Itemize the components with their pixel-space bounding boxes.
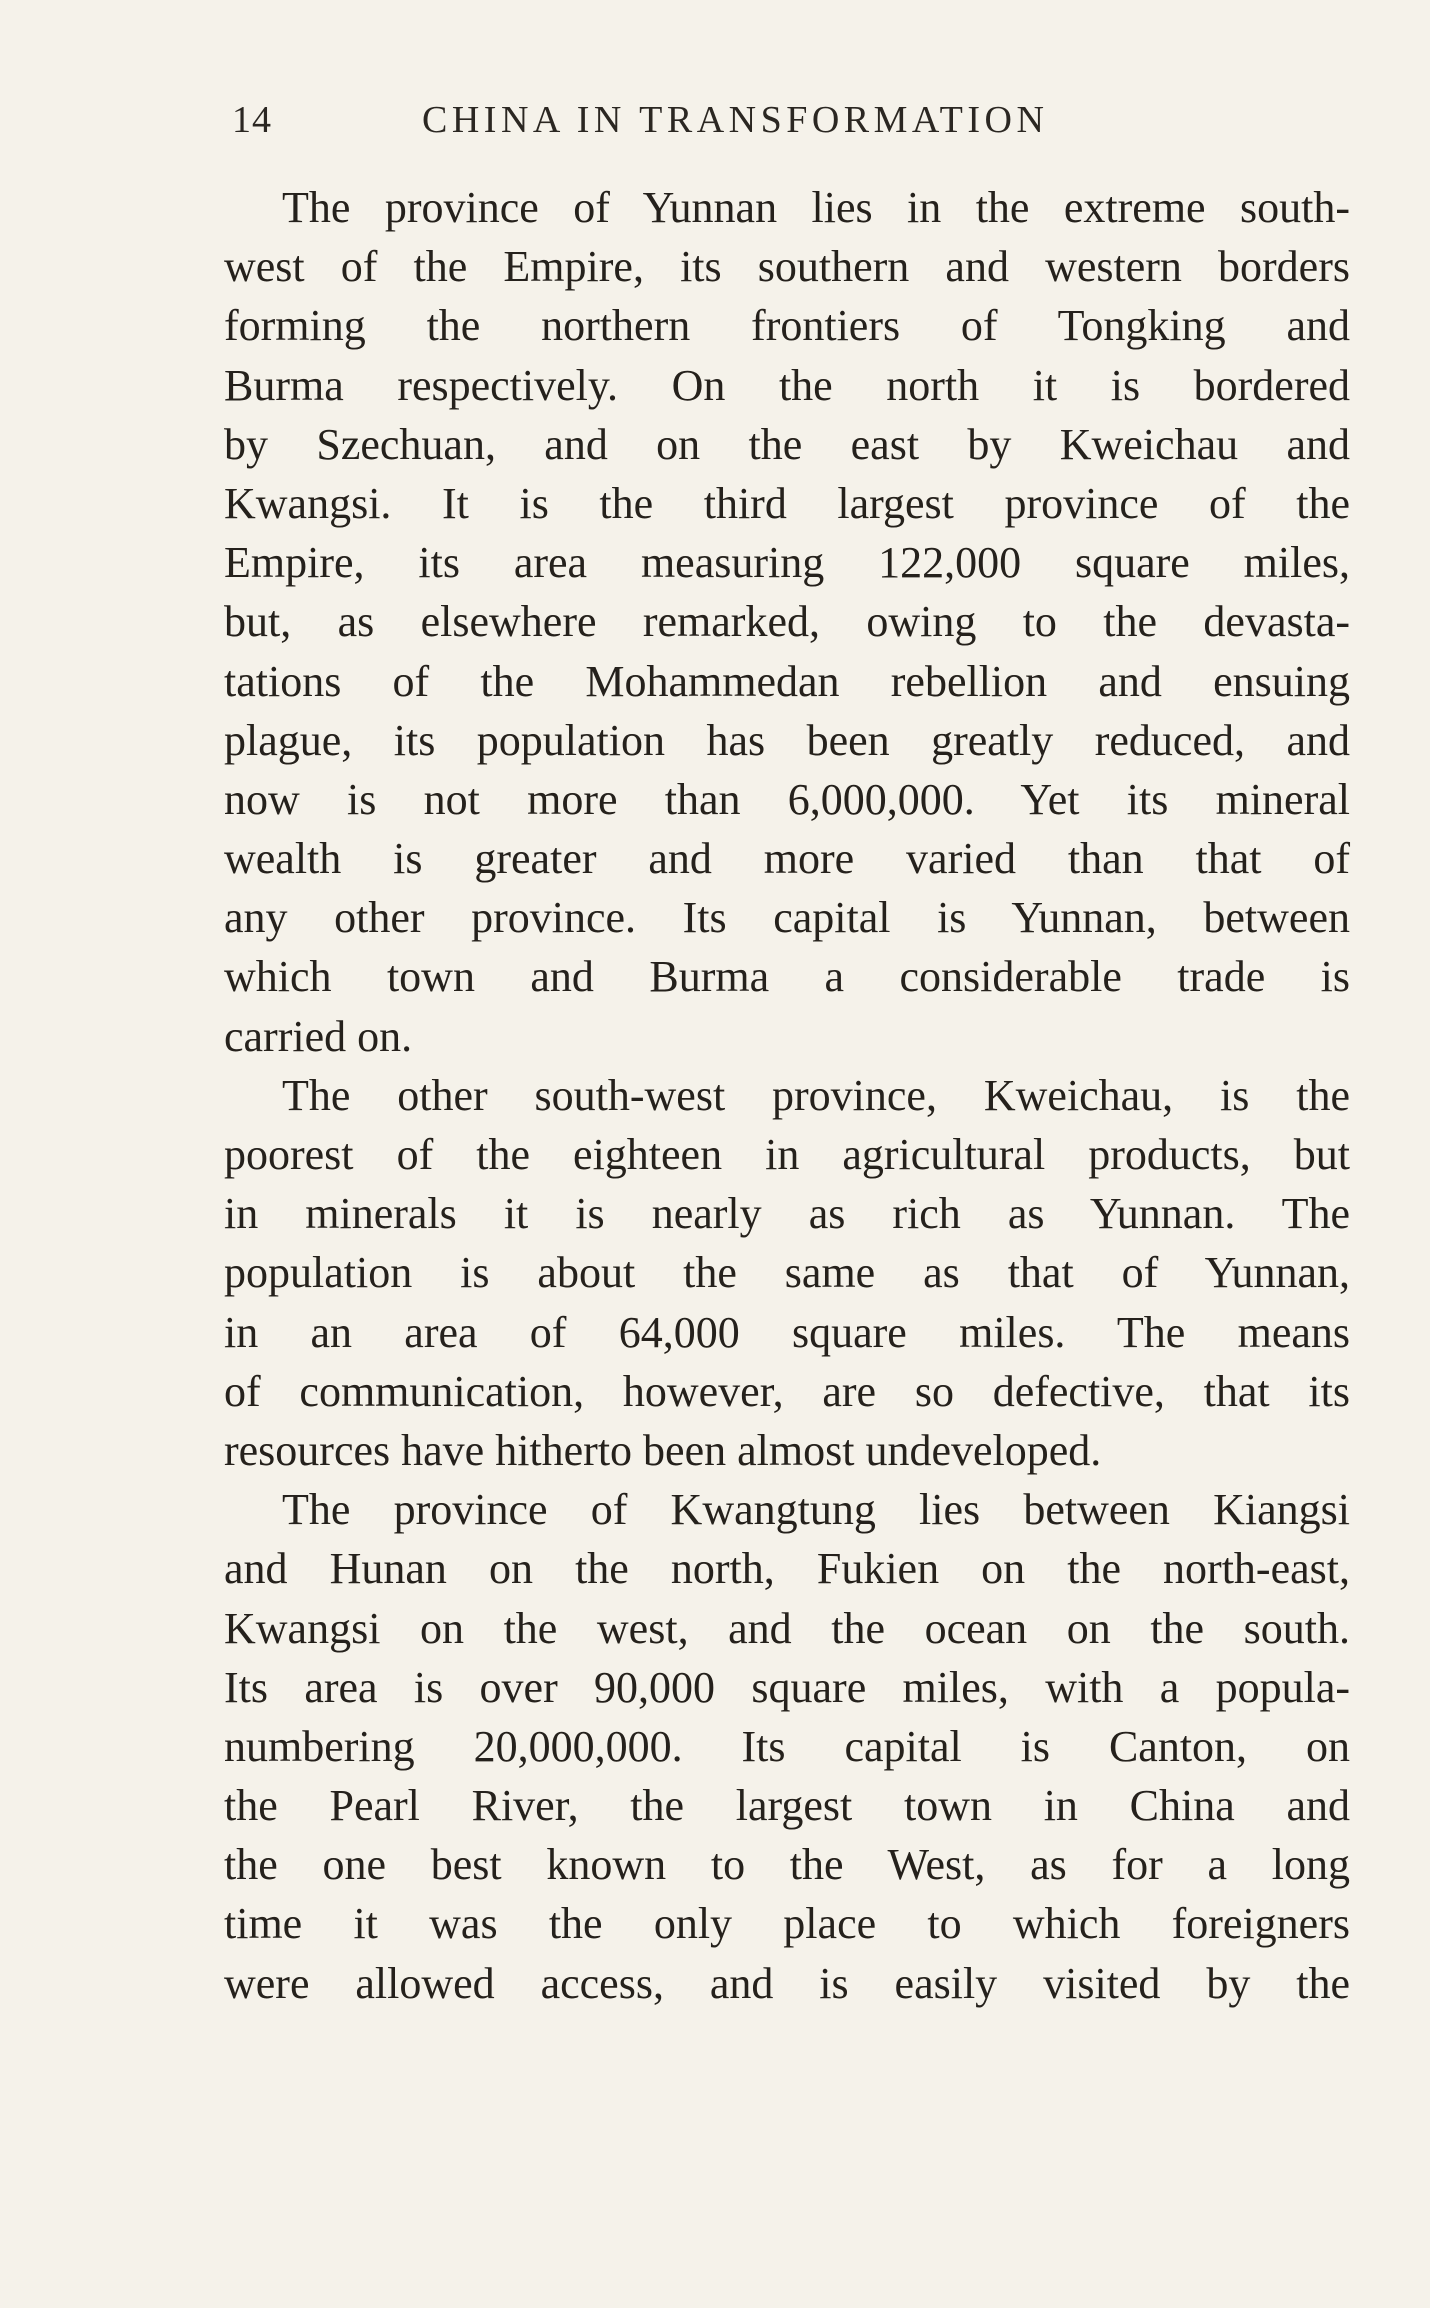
text-line: The other south-west province, Kweichau, is the — [282, 1070, 1350, 1120]
text-line: The province of Yunnan lies in the extreme south- — [282, 183, 1350, 232]
text-line: Kwangsi on the west, and the ocean on the south. — [224, 1603, 1350, 1653]
running-head — [232, 98, 1352, 150]
text-line: in minerals it is nearly as rich as Yunnan. The — [224, 1189, 1350, 1239]
text-line: and Hunan on the north, Fukien on the north-east, — [224, 1544, 1350, 1594]
text-line: were allowed access, and is easily visited by the — [224, 1958, 1350, 2008]
text-line: which town and Burma a considerable trade is — [224, 952, 1350, 1002]
text-line: plague, its population has been greatly reduced, and — [224, 715, 1350, 765]
text-line: carried on. — [224, 1011, 413, 1061]
text-line: by Szechuan, and on the east by Kweichau and — [224, 419, 1350, 469]
text-line: time it was the only place to which foreigners — [224, 1899, 1350, 1949]
text-line: the Pearl River, the largest town in China and — [224, 1781, 1350, 1831]
text-line: numbering 20,000,000. Its capital is Canton, on — [224, 1721, 1350, 1771]
text-line: any other province. Its capital is Yunnan, between — [224, 893, 1350, 943]
text-line: Empire, its area measuring 122,000 square miles, — [224, 538, 1350, 588]
paragraph-kweichau — [224, 1066, 1350, 1480]
text-line: The province of Kwangtung lies between Kiangsi — [282, 1485, 1350, 1535]
text-line: the one best known to the West, as for a long — [224, 1840, 1350, 1890]
text-line: Kwangsi. It is the third largest province of the — [224, 478, 1350, 528]
text-line: forming the northern frontiers of Tongking and — [224, 301, 1350, 351]
paragraph-yunnan — [224, 178, 1350, 1066]
text-line: wealth is greater and more varied than that of — [224, 834, 1350, 884]
text-line: Burma respectively. On the north it is bordered — [224, 360, 1350, 410]
text-line: tations of the Mohammedan rebellion and ensuing — [224, 656, 1350, 706]
text-line: west of the Empire, its southern and western borders — [224, 242, 1350, 292]
text-line: Its area is over 90,000 square miles, with a popula- — [224, 1662, 1350, 1712]
page-number: 14 — [232, 99, 272, 141]
text-line: in an area of 64,000 square miles. The means — [224, 1307, 1350, 1357]
body-text — [224, 178, 1350, 2013]
text-line: resources have hitherto been almost undeveloped. — [224, 1425, 1102, 1475]
text-line: population is about the same as that of Yunnan, — [224, 1248, 1350, 1298]
text-line: poorest of the eighteen in agricultural products, but — [224, 1130, 1350, 1179]
text-line: now is not more than 6,000,000. Yet its mineral — [224, 774, 1350, 824]
running-title: CHINA IN TRANSFORMATION — [422, 99, 1049, 141]
text-line: of communication, however, are so defective, that its — [224, 1366, 1350, 1416]
paragraph-kwangtung — [224, 1480, 1350, 2013]
text-line: but, as elsewhere remarked, owing to the devasta- — [224, 597, 1350, 647]
